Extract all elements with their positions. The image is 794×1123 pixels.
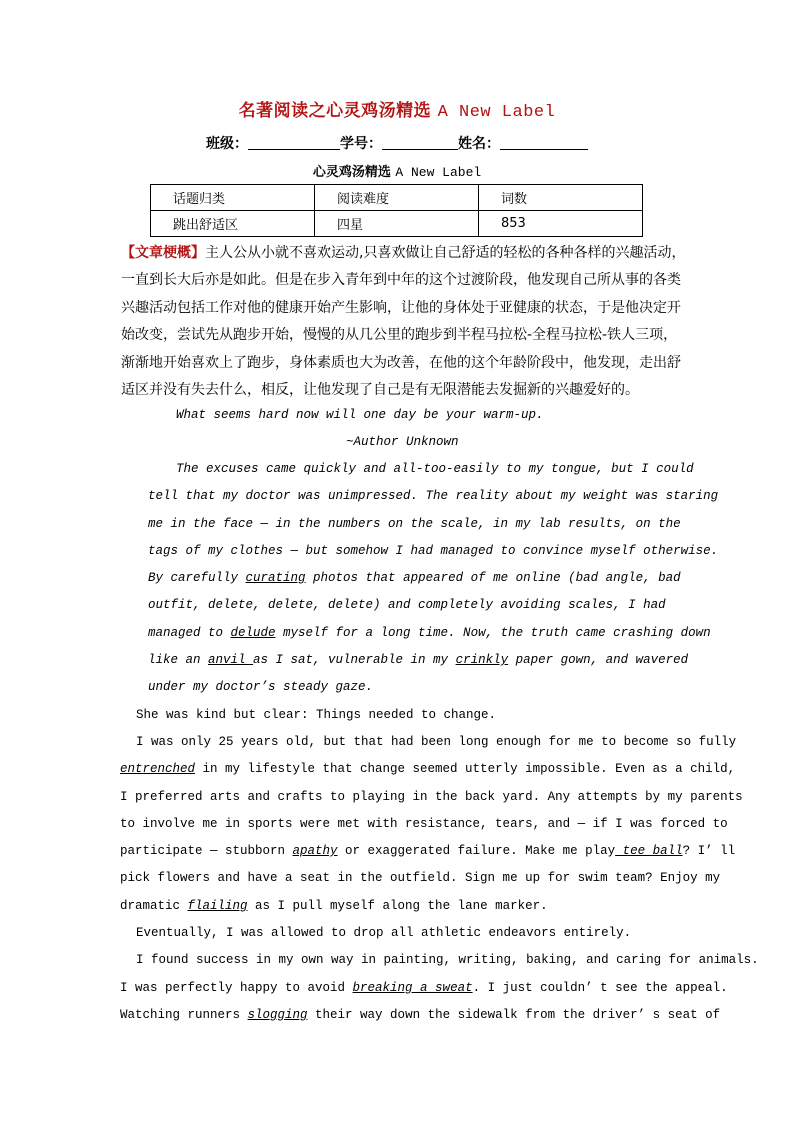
vocab-slogging: slogging: [247, 1008, 308, 1022]
body-line: to involve me in sports were met with resistance, tears, and — if I was forced to: [120, 817, 728, 831]
name-label: 姓名：: [458, 136, 500, 152]
summary-line: 【文章梗概】主人公从小就不喜欢运动,只喜欢做让自己舒适的轻松的各种各样的兴趣活动，: [121, 245, 686, 261]
italic-paragraph-line: tags of my clothes — but somehow I had managed to convince myself otherwise.: [148, 544, 719, 558]
header-difficulty: 阅读难度: [315, 185, 479, 211]
cell-topic: 跳出舒适区: [151, 211, 315, 237]
italic-paragraph-line: By carefully curating photos that appeared of me online (bad angle, bad: [148, 571, 681, 585]
table-row: [151, 211, 643, 237]
summary-line: 一直到长大后亦是如此。但是在步入青年到中年的这个过渡阶段，他发现自己所从事的各类: [121, 272, 681, 289]
vocab-breaking-a-sweat: breaking a sweat: [352, 981, 473, 995]
body-line: participate — stubborn apathy or exaggerated failure. Make me play tee ball? I’ ll: [120, 844, 736, 858]
italic-paragraph-line: managed to delude myself for a long time. Now, the truth came crashing down: [148, 626, 711, 640]
body-line: Watching runners slogging their way down the sidewalk from the driver’ s seat of: [120, 1008, 721, 1022]
summary-line: 始改变，尝试先从跑步开始，慢慢的从几公里的跑步到半程马拉松-全程马拉松-铁人三项，: [121, 327, 678, 344]
title-chinese: 名著阅读之心灵鸡汤精选: [238, 101, 432, 121]
italic-paragraph-line: me in the face — in the numbers on the scale, in my lab results, on the: [148, 517, 681, 531]
epigraph-author: ~Author Unknown: [346, 435, 459, 449]
class-label: 班级：: [206, 136, 248, 152]
vocab-delude: delude: [230, 626, 276, 640]
vocab-anvil: anvil: [208, 653, 254, 667]
class-blank[interactable]: [248, 135, 340, 150]
article-summary: [121, 240, 686, 404]
name-blank[interactable]: [500, 135, 588, 150]
document-title: [0, 96, 794, 122]
body-line: I was only 25 years old, but that had been long enough for me to become so fully: [136, 735, 737, 749]
vocab-apathy: apathy: [292, 844, 338, 858]
vocab-flailing: flailing: [187, 899, 248, 913]
italic-paragraph-line: under my doctor’s steady gaze.: [148, 680, 374, 694]
student-id-blank[interactable]: [382, 135, 458, 150]
summary-line: 适区并没有失去什么，相反，让他发现了自己是有无限潜能去发掘新的兴趣爱好的。: [121, 382, 639, 399]
header-word-count: 词数: [479, 185, 643, 211]
header-topic: 话题归类: [151, 185, 315, 211]
body-line: entrenched in my lifestyle that change seemed utterly impossible. Even as a child,: [120, 762, 736, 776]
vocab-curating: curating: [245, 571, 306, 585]
title-english: A New Label: [437, 103, 556, 122]
summary-tag: 【文章梗概】: [121, 245, 205, 261]
reading-info-table: [150, 184, 643, 237]
cell-word-count: 853: [479, 211, 643, 237]
subtitle-english: A New Label: [395, 165, 482, 180]
summary-line: 兴趣活动包括工作对他的健康开始产生影响，让他的身体处于亚健康的状态，于是他决定开: [121, 299, 681, 316]
italic-paragraph-line: outfit, delete, delete, delete) and completely avoiding scales, I had: [148, 598, 666, 612]
italic-paragraph-line: The excuses came quickly and all-too-easily to my tongue, but I could: [176, 462, 694, 476]
body-line: I found success in my own way in painting, writing, baking, and caring for animals.: [136, 953, 759, 967]
vocab-entrenched: entrenched: [120, 762, 196, 776]
italic-paragraph-line: like an anvil as I sat, vulnerable in my crinkly paper gown, and wavered: [148, 653, 689, 667]
body-line: dramatic flailing as I pull myself along the lane marker.: [120, 899, 548, 913]
subtitle-chinese: 心灵鸡汤精选: [312, 165, 391, 180]
body-line: I preferred arts and crafts to playing in the back yard. Any attempts by my parents: [120, 790, 743, 804]
body-paragraph: Eventually, I was allowed to drop all athletic endeavors entirely.: [136, 926, 632, 940]
vocab-crinkly: crinkly: [455, 653, 509, 667]
table-header-row: [151, 185, 643, 211]
cell-difficulty: 四星: [315, 211, 479, 237]
vocab-tee-ball: tee ball: [615, 844, 683, 858]
body-paragraph: She was kind but clear: Things needed to change.: [136, 708, 497, 722]
italic-paragraph-line: tell that my doctor was unimpressed. The reality about my weight was staring: [148, 489, 719, 503]
student-info-line: [206, 133, 588, 153]
summary-line: 渐渐地开始喜欢上了跑步，身体素质也大为改善，在他的这个年龄阶段中，他发现，走出舒: [121, 354, 681, 371]
epigraph-quote: What seems hard now will one day be your warm-up.: [176, 408, 544, 422]
body-line: I was perfectly happy to avoid breaking a sweat. I just couldn’ t see the appeal.: [120, 981, 728, 995]
subtitle: [0, 161, 794, 180]
student-id-label: 学号：: [340, 136, 382, 152]
body-line: pick flowers and have a seat in the outfield. Sign me up for swim team? Enjoy my: [120, 871, 721, 885]
